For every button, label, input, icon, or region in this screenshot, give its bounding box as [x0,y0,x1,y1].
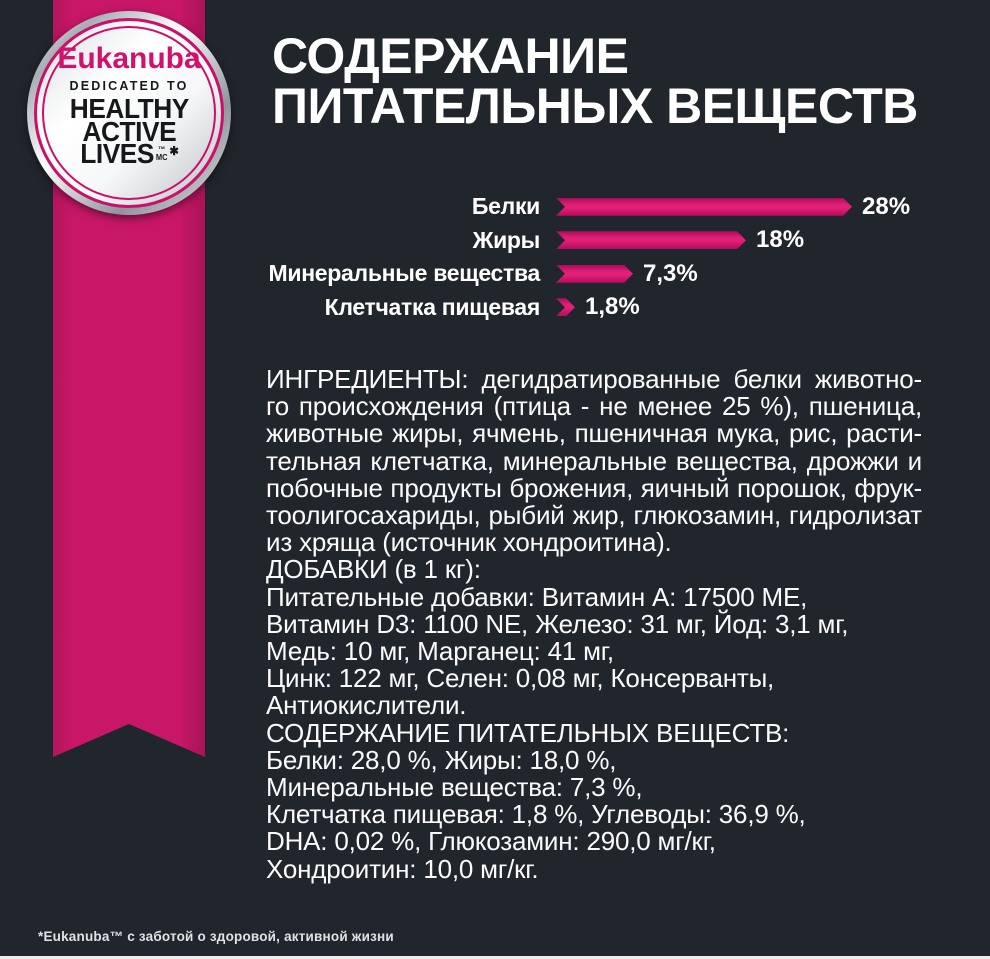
text-line: побочные продукты брожения, яичный порошок, фрук- [266,472,922,503]
bar [556,198,852,216]
bar [556,231,746,249]
asterisk-star-icon: ✱ [169,144,179,158]
text-line: тоолигосахариды, рыбий жир, глюкозамин, гидролизат [266,500,922,531]
text-line: животные жиры, ячмень, пшеничная мука, рис, расти- [266,418,922,449]
text-line: Цинк: 122 мг, Селен: 0,08 мг, Консерванты, [266,663,775,694]
text-line: СОДЕРЖАНИЕ ПИТАТЕЛЬНЫХ ВЕЩЕСТВ: [266,717,790,748]
badge-content [27,11,231,215]
eukanuba-badge [27,11,231,215]
footnote: *Eukanuba™ с заботой о здоровой, активной жизни [38,929,394,944]
text-line: тельная клетчатка, минеральные вещества, дрожжи и [266,445,922,476]
badge-slogan-healthy: HEALTHY [69,93,189,124]
text-line: го происхождения (птица - не менее 25 %), пшеница, [266,391,922,422]
chart-row [0,224,990,258]
bar-label: Белки [471,193,540,220]
text-line: Витамин D3: 1100 NE, Железо: 31 мг, Йод: 3,1 мг, [266,608,849,639]
bar-value: 28% [862,192,911,220]
text-line: из хряща (источник хондроитина). [266,527,672,558]
bar-value: 1,8% [585,293,640,321]
badge-slogan-lives-row [69,138,188,169]
badge-slogan [69,93,189,169]
text-line: Питательные добавки: Витамин А: 17500 ME, [266,581,808,612]
page-title [272,28,918,134]
chart-row [0,190,990,224]
ingredients-text-block [266,366,922,883]
text-line: Клетчатка пищевая: 1,8 %, Углеводы: 36,9 %, [266,799,806,830]
text-line: ДОБАВКИ (в 1 кг): [266,554,481,585]
bar-label: Минеральные вещества [268,260,540,287]
eukanuba-logo-text: Eukanuba [57,42,201,75]
page-title-line1: СОДЕРЖАНИЕ [272,28,629,84]
bar-label: Клетчатка пищевая [324,293,540,320]
bar-label: Жиры [472,226,540,253]
text-line: Минеральные вещества: 7,3 %, [266,772,643,803]
badge-slogan-lives: LIVES [79,138,154,169]
text-line: Медь: 10 мг, Марганец: 41 мг, [266,636,614,667]
text-line: Хондроитин: 10,0 мг/кг. [266,853,539,884]
bar [556,265,633,283]
badge-dedicated-text: DEDICATED TO [69,79,189,93]
bar-value: 7,3% [643,259,698,287]
nutrient-bar-chart [0,190,990,324]
text-line: ИНГРЕДИЕНТЫ: дегидратированные белки животно- [266,364,922,394]
page-title-line2: ПИТАТЕЛЬНЫХ ВЕЩЕСТВ [272,78,918,134]
text-line: Антиокислители. [266,690,467,721]
mc-mark: MC [155,153,168,162]
trademark-marks [156,146,168,162]
bar-value: 18% [756,226,805,254]
chart-row [0,291,990,325]
text-line: DHA: 0,02 %, Глюкозамин: 290,0 мг/кг, [266,826,716,857]
chart-row [0,257,990,291]
bar [556,298,575,316]
tm-mark: ™ [157,145,166,154]
text-line: Белки: 28,0 %, Жиры: 18,0 %, [266,744,617,775]
badge-slogan-active: ACTIVE [82,115,176,147]
